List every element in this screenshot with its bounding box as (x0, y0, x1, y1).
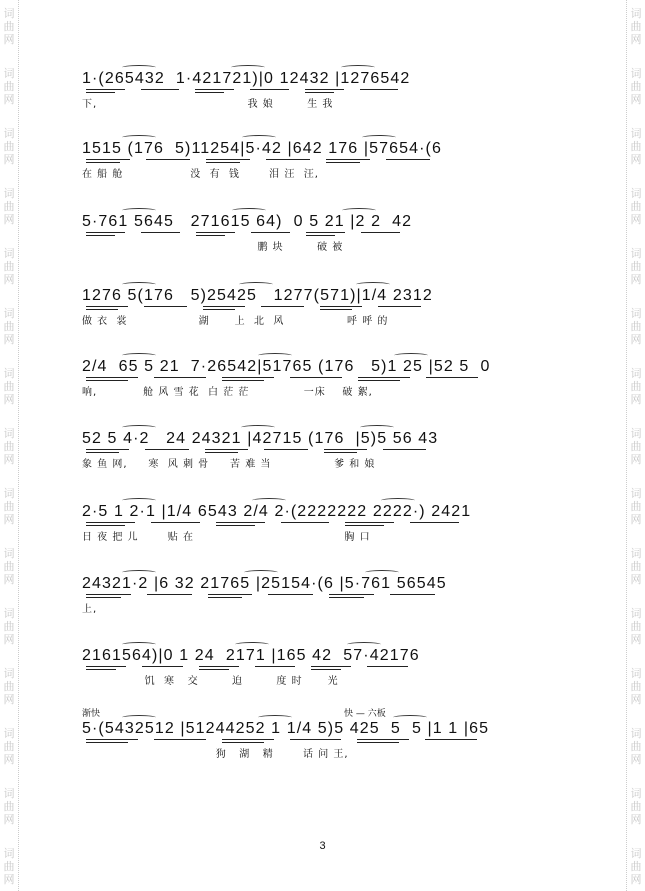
note-beam (86, 235, 115, 236)
note-beam (367, 666, 407, 667)
slur-mark (394, 353, 428, 358)
watermark-char: 网 (630, 573, 642, 586)
watermark-char: 词 (3, 847, 15, 860)
note-beam (86, 742, 128, 743)
watermark-char: 网 (630, 153, 642, 166)
slur-mark (235, 642, 269, 647)
note-beam (206, 159, 250, 160)
slur-mark (242, 135, 276, 140)
watermark-char: 词 (630, 7, 642, 20)
slur-mark (122, 208, 156, 213)
watermark-char: 词 (630, 67, 642, 80)
note-beam (261, 306, 303, 307)
watermark-char: 词 (3, 427, 15, 440)
watermark-char: 曲 (3, 200, 15, 213)
note-beam (281, 522, 330, 523)
notation-line: 1·(265432 1·421721)|0 12432 |1276542 (82, 70, 411, 87)
note-beam (195, 92, 224, 93)
note-beam (251, 232, 290, 233)
watermark-char: 曲 (630, 440, 642, 453)
watermark-char: 网 (630, 273, 642, 286)
note-beam (426, 377, 478, 378)
notation-line: 5·761 5645 271615 64) 0 5 21 |2 2 42 (82, 213, 413, 230)
notation-line: 1276 5(176 5)25425 1277(571)|1/4 2312 (82, 287, 433, 304)
note-beam (305, 89, 344, 90)
notation-line: 2·5 1 2·1 |1/4 6543 2/4 2·(2222222 2222·) 2421 (82, 503, 472, 520)
watermark-char: 词 (3, 187, 15, 200)
slur-mark (393, 715, 427, 720)
note-beam (345, 525, 384, 526)
slur-mark (232, 208, 266, 213)
note-beam (425, 739, 477, 740)
note-beam (306, 235, 335, 236)
watermark-char: 网 (630, 513, 642, 526)
watermark-char: 网 (3, 453, 15, 466)
slur-mark (122, 353, 156, 358)
note-beam (154, 377, 206, 378)
note-beam (199, 669, 229, 670)
watermark-char: 曲 (630, 560, 642, 573)
watermark-char: 词 (3, 367, 15, 380)
note-beam (86, 162, 120, 163)
note-beam (86, 597, 121, 598)
note-beam (142, 666, 182, 667)
watermark-char: 曲 (630, 200, 642, 213)
slur-mark (347, 642, 381, 647)
note-beam (361, 232, 400, 233)
slur-mark (122, 135, 156, 140)
note-beam (255, 666, 295, 667)
note-beam (203, 306, 245, 307)
watermark-char: 网 (3, 153, 15, 166)
slur-mark (258, 353, 292, 358)
note-beam (205, 449, 248, 450)
note-beam (311, 666, 351, 667)
watermark-char: 曲 (630, 500, 642, 513)
note-beam (154, 739, 206, 740)
note-beam (86, 525, 125, 526)
note-beam (305, 92, 334, 93)
watermark-char: 网 (3, 633, 15, 646)
note-beam (306, 232, 345, 233)
watermark-char: 曲 (3, 620, 15, 633)
slur-mark (341, 65, 375, 70)
watermark-char: 网 (630, 693, 642, 706)
watermark-strip-left (0, 0, 19, 891)
note-beam (203, 309, 235, 310)
note-beam (290, 739, 342, 740)
note-beam (86, 306, 128, 307)
slur-mark (239, 282, 273, 287)
note-beam (390, 594, 435, 595)
watermark-char: 网 (3, 813, 15, 826)
lyrics-line: 做 衣 裳 湖 上 北 风 呼 呼 的 (82, 316, 389, 327)
watermark-char: 词 (630, 847, 642, 860)
note-beam (205, 452, 238, 453)
note-beam (86, 449, 129, 450)
note-beam (86, 92, 115, 93)
note-beam (86, 452, 119, 453)
lyrics-line: 上, (82, 604, 98, 615)
note-beam (141, 89, 180, 90)
watermark-char: 词 (3, 487, 15, 500)
watermark-char: 曲 (3, 320, 15, 333)
note-beam (383, 449, 426, 450)
slur-mark (252, 498, 286, 503)
note-beam (326, 162, 360, 163)
watermark-char: 网 (3, 333, 15, 346)
lyrics-line: 在 船 舱 没 有 钱 泪 汪 汪, (82, 169, 319, 180)
slur-mark (362, 135, 396, 140)
watermark-char: 词 (3, 247, 15, 260)
watermark-char: 曲 (3, 440, 15, 453)
slur-mark (258, 715, 292, 720)
note-beam (357, 739, 409, 740)
watermark-char: 词 (630, 547, 642, 560)
lyrics-line: 日 夜 把 儿 贴 在 胸 口 (82, 532, 371, 543)
note-beam (151, 522, 200, 523)
watermark-char: 曲 (630, 320, 642, 333)
watermark-char: 网 (630, 633, 642, 646)
watermark-char: 网 (3, 873, 15, 886)
note-beam (378, 306, 420, 307)
watermark-char: 曲 (630, 620, 642, 633)
note-beam (264, 449, 307, 450)
note-beam (358, 377, 410, 378)
watermark-char: 网 (630, 333, 642, 346)
slur-mark (342, 208, 376, 213)
watermark-char: 网 (3, 573, 15, 586)
note-beam (358, 380, 400, 381)
note-beam (357, 742, 399, 743)
watermark-char: 网 (630, 813, 642, 826)
watermark-char: 曲 (630, 20, 642, 33)
watermark-char: 曲 (3, 140, 15, 153)
note-beam (329, 594, 374, 595)
watermark-char: 网 (3, 213, 15, 226)
notation-line: 52 5 4·2 24 24321 |42715 (176 |5)5 56 43 (82, 430, 439, 447)
slur-mark (241, 425, 275, 430)
watermark-char: 词 (3, 7, 15, 20)
watermark-char: 曲 (630, 740, 642, 753)
watermark-char: 词 (3, 607, 15, 620)
note-beam (222, 377, 274, 378)
watermark-char: 曲 (3, 560, 15, 573)
note-beam (320, 306, 362, 307)
watermark-char: 词 (630, 247, 642, 260)
watermark-char: 词 (3, 727, 15, 740)
note-beam (86, 594, 131, 595)
lyrics-line: 下, 我 娘 生 我 (82, 99, 334, 110)
note-beam (222, 739, 274, 740)
watermark-char: 曲 (3, 260, 15, 273)
watermark-char: 词 (3, 547, 15, 560)
lyrics-line: 象 鱼 网, 寒 风 刺 骨 苦 难 当 爹 和 娘 (82, 459, 376, 470)
note-beam (266, 159, 310, 160)
note-beam (208, 597, 243, 598)
note-beam (216, 525, 255, 526)
slur-mark (122, 498, 156, 503)
watermark-char: 网 (630, 33, 642, 46)
note-beam (195, 89, 234, 90)
watermark-char: 曲 (3, 860, 15, 873)
watermark-char: 曲 (630, 380, 642, 393)
note-beam (360, 89, 399, 90)
note-beam (86, 739, 138, 740)
watermark-char: 网 (3, 393, 15, 406)
watermark-char: 词 (3, 307, 15, 320)
watermark-char: 网 (630, 393, 642, 406)
slur-mark (122, 570, 156, 575)
watermark-char: 曲 (630, 260, 642, 273)
watermark-char: 词 (3, 127, 15, 140)
watermark-char: 网 (630, 453, 642, 466)
lyrics-line: 鹏 块 破 被 (82, 242, 344, 253)
watermark-char: 曲 (630, 860, 642, 873)
slur-mark (356, 282, 390, 287)
note-beam (320, 309, 352, 310)
lyrics-line: 饥 寒 交 迫 度 时 光 (82, 676, 339, 687)
watermark-char: 网 (3, 273, 15, 286)
note-beam (86, 669, 116, 670)
watermark-char: 网 (630, 873, 642, 886)
slur-mark (122, 282, 156, 287)
note-beam (222, 742, 264, 743)
watermark-char: 网 (3, 513, 15, 526)
watermark-char: 曲 (3, 80, 15, 93)
note-beam (86, 377, 138, 378)
watermark-char: 词 (630, 607, 642, 620)
watermark-char: 网 (3, 93, 15, 106)
notation-line: 24321·2 |6 32 21765 |25154·(6 |5·761 56545 (82, 575, 447, 592)
slur-mark (122, 715, 156, 720)
note-beam (324, 449, 367, 450)
note-beam (326, 159, 370, 160)
slur-mark (360, 425, 394, 430)
watermark-char: 词 (630, 127, 642, 140)
note-beam (144, 306, 186, 307)
slur-mark (381, 498, 415, 503)
watermark-char: 曲 (3, 380, 15, 393)
lyrics-line: 响, 舱 风 雪 花 白 茫 茫 一床 破 絮, (82, 387, 373, 398)
note-beam (86, 380, 128, 381)
watermark-char: 词 (630, 427, 642, 440)
note-beam (216, 522, 265, 523)
notation-line: 2/4 65 5 21 7·26542|51765 (176 5)1 25 |52 5 0 (82, 358, 491, 375)
tempo-marking-right: 快 — 六板 (344, 709, 386, 719)
slur-mark (122, 65, 156, 70)
watermark-char: 词 (3, 787, 15, 800)
note-beam (311, 669, 341, 670)
watermark-char: 曲 (3, 20, 15, 33)
note-beam (86, 666, 126, 667)
lyrics-line: 狗 湖 精 话 问 王, (82, 749, 349, 760)
note-beam (146, 159, 190, 160)
note-beam (206, 162, 240, 163)
note-beam (141, 232, 180, 233)
note-beam (199, 666, 239, 667)
watermark-char: 词 (630, 787, 642, 800)
watermark-char: 网 (630, 213, 642, 226)
notation-line: 5·(5432512 |51244252 1 1/4 5)5 425 5 5 |1 1 |65 (82, 720, 490, 737)
watermark-char: 网 (3, 693, 15, 706)
notation-line: 1515 (176 5)11254|5·42 |642 176 |57654·(6 (82, 140, 442, 157)
note-beam (222, 380, 264, 381)
watermark-char: 词 (630, 727, 642, 740)
note-beam (290, 377, 342, 378)
watermark-char: 曲 (630, 800, 642, 813)
slur-mark (122, 642, 156, 647)
watermark-char: 网 (3, 33, 15, 46)
watermark-char: 网 (630, 753, 642, 766)
note-beam (147, 594, 192, 595)
watermark-char: 词 (630, 487, 642, 500)
note-beam (196, 235, 225, 236)
watermark-char: 词 (3, 67, 15, 80)
slur-mark (122, 425, 156, 430)
watermark-char: 曲 (3, 680, 15, 693)
watermark-char: 曲 (630, 80, 642, 93)
slur-mark (244, 570, 278, 575)
note-beam (329, 597, 364, 598)
watermark-strip-right (626, 0, 645, 891)
notation-line: 2161564)|0 1 24 2171 |165 42 57·42176 (82, 647, 420, 664)
note-beam (345, 522, 394, 523)
note-beam (86, 159, 130, 160)
note-beam (196, 232, 235, 233)
note-beam (86, 309, 118, 310)
note-beam (268, 594, 313, 595)
page-number: 3 (319, 840, 326, 852)
note-beam (410, 522, 459, 523)
tempo-marking-left: 渐快 (82, 709, 101, 719)
note-beam (250, 89, 289, 90)
note-beam (145, 449, 188, 450)
watermark-char: 词 (630, 187, 642, 200)
watermark-char: 曲 (630, 680, 642, 693)
note-beam (208, 594, 253, 595)
watermark-char: 曲 (3, 740, 15, 753)
watermark-char: 曲 (3, 500, 15, 513)
note-beam (324, 452, 357, 453)
watermark-char: 词 (630, 367, 642, 380)
watermark-char: 网 (3, 753, 15, 766)
watermark-char: 词 (630, 667, 642, 680)
watermark-char: 曲 (3, 800, 15, 813)
note-beam (86, 232, 125, 233)
watermark-char: 词 (630, 307, 642, 320)
watermark-char: 曲 (630, 140, 642, 153)
watermark-char: 网 (630, 93, 642, 106)
slur-mark (365, 570, 399, 575)
slur-mark (231, 65, 265, 70)
note-beam (86, 89, 125, 90)
note-beam (386, 159, 430, 160)
note-beam (86, 522, 135, 523)
watermark-char: 词 (3, 667, 15, 680)
